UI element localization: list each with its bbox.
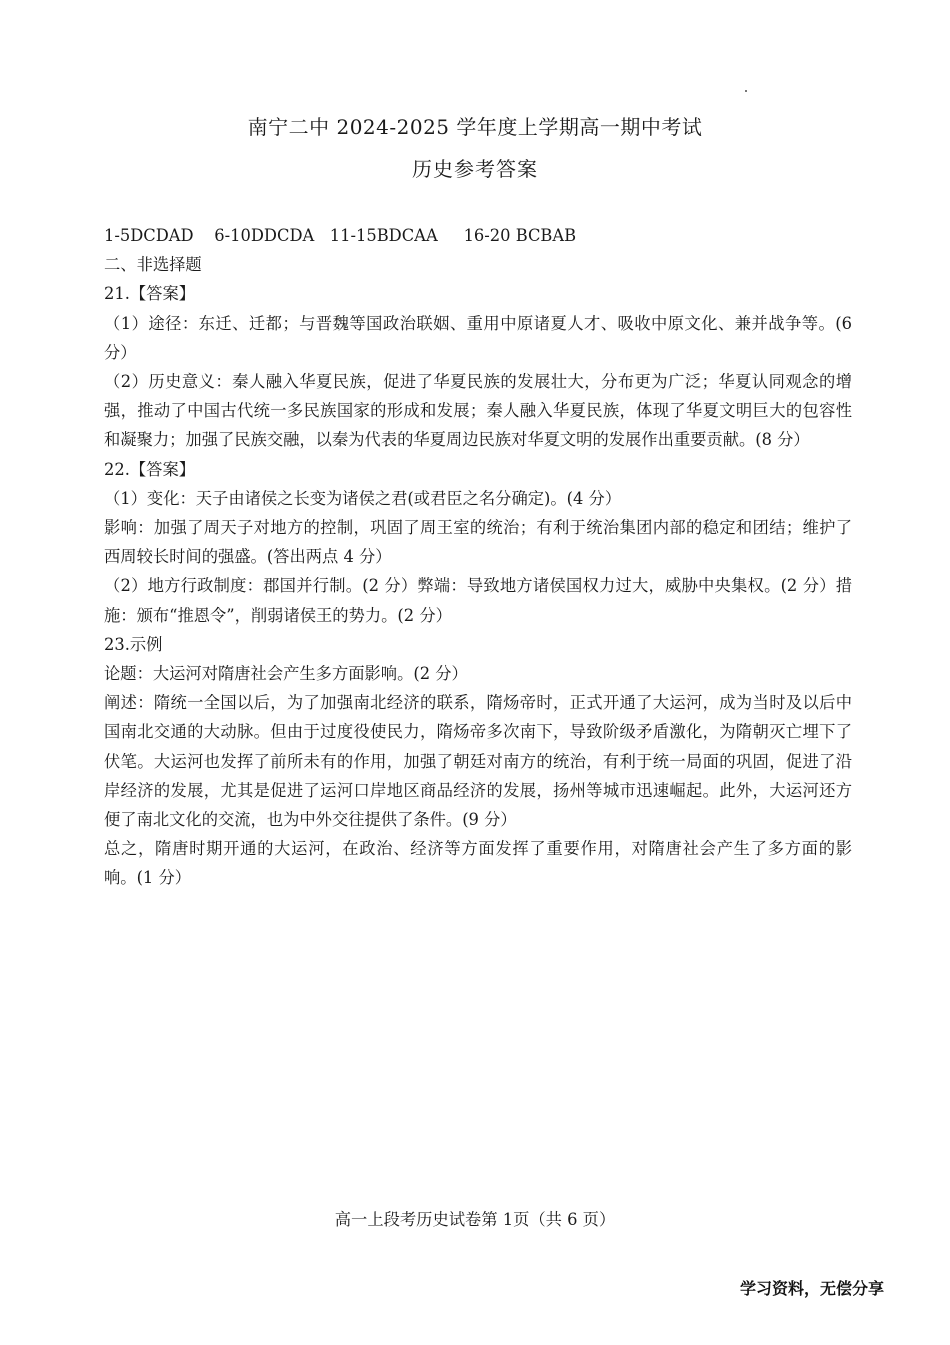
question-23-conclusion: 总之，隋唐时期开通的大运河，在政治、经济等方面发挥了重要作用，对隋唐社会产生了多方面的影响。(1 分） [104, 839, 852, 888]
question-23-thesis: 论题：大运河对隋唐社会产生多方面影响。(2 分） [104, 664, 468, 684]
question-23-elaboration: 阐述：隋统一全国以后，为了加强南北经济的联系，隋炀帝时，正式开通了大运河，成为当时及以后中国南北交通的大动脉。但由于过度役使民力，隋炀帝多次南下，导致阶级矛盾激化，为隋朝灭亡埋下了伏笔。大运河也发挥了前所未有的作用，加强了朝廷对南方的统治，有利于统一局面的巩固，促进了沿岸经济的发展，尤其是促进了运河口岸地区商品经济的发展，扬州等城市迅速崛起。此外，大运河还方便了南北文化的交流，也为中外交往提供了条件。(9 分） [104, 693, 852, 830]
section-heading: 二、非选择题 [104, 255, 202, 275]
page-footer: 高一上段考历史试卷第 1页（共 6 页） [334, 1210, 616, 1229]
answer-content [104, 221, 852, 893]
question-22-label: 22.【答案】 [104, 459, 196, 479]
multiple-choice-answers: 1-5DCDAD 6-10DDCDA 11-15BDCAA 16-20 BCBAB [104, 226, 577, 245]
question-22-impact: 影响：加强了周天子对地方的控制，巩固了周王室的统治；有利于统治集团内部的稳定和团结；维护了西周较长时间的强盛。(答出两点 4 分） [104, 518, 852, 567]
page-title: 南宁二中 2024-2025 学年度上学期高一期中考试 [247, 115, 703, 139]
scan-speck [745, 90, 747, 92]
watermark-text: 学习资料，无偿分享 [739, 1279, 884, 1298]
question-22-part-1: （1）变化：天子由诸侯之长变为诸侯之君(或君臣之名分确定)。(4 分） [104, 488, 622, 508]
question-22-part-2: （2）地方行政制度：郡国并行制。(2 分）弊端：导致地方诸侯国权力过大，威胁中央集权。(2 分）措施：颁布“推恩令”，削弱诸侯王的势力。(2 分） [104, 576, 852, 625]
page-subtitle: 历史参考答案 [412, 157, 538, 181]
question-21-part-2: （2）历史意义：秦人融入华夏民族，促进了华夏民族的发展壮大，分布更为广泛；华夏认同观念的增强，推动了中国古代统一多民族国家的形成和发展；秦人融入华夏民族，体现了华夏文明巨大的包容性和凝聚力；加强了民族交融，以秦为代表的华夏周边民族对华夏文明的发展作出重要贡献。(8 分） [104, 372, 852, 450]
question-23-label: 23.示例 [104, 634, 163, 654]
question-21-part-1: （1）途径：东迁、迁都；与晋魏等国政治联姻、重用中原诸夏人才、吸收中原文化、兼并战争等。(6 分） [104, 313, 852, 362]
question-21-label: 21.【答案】 [104, 284, 196, 304]
